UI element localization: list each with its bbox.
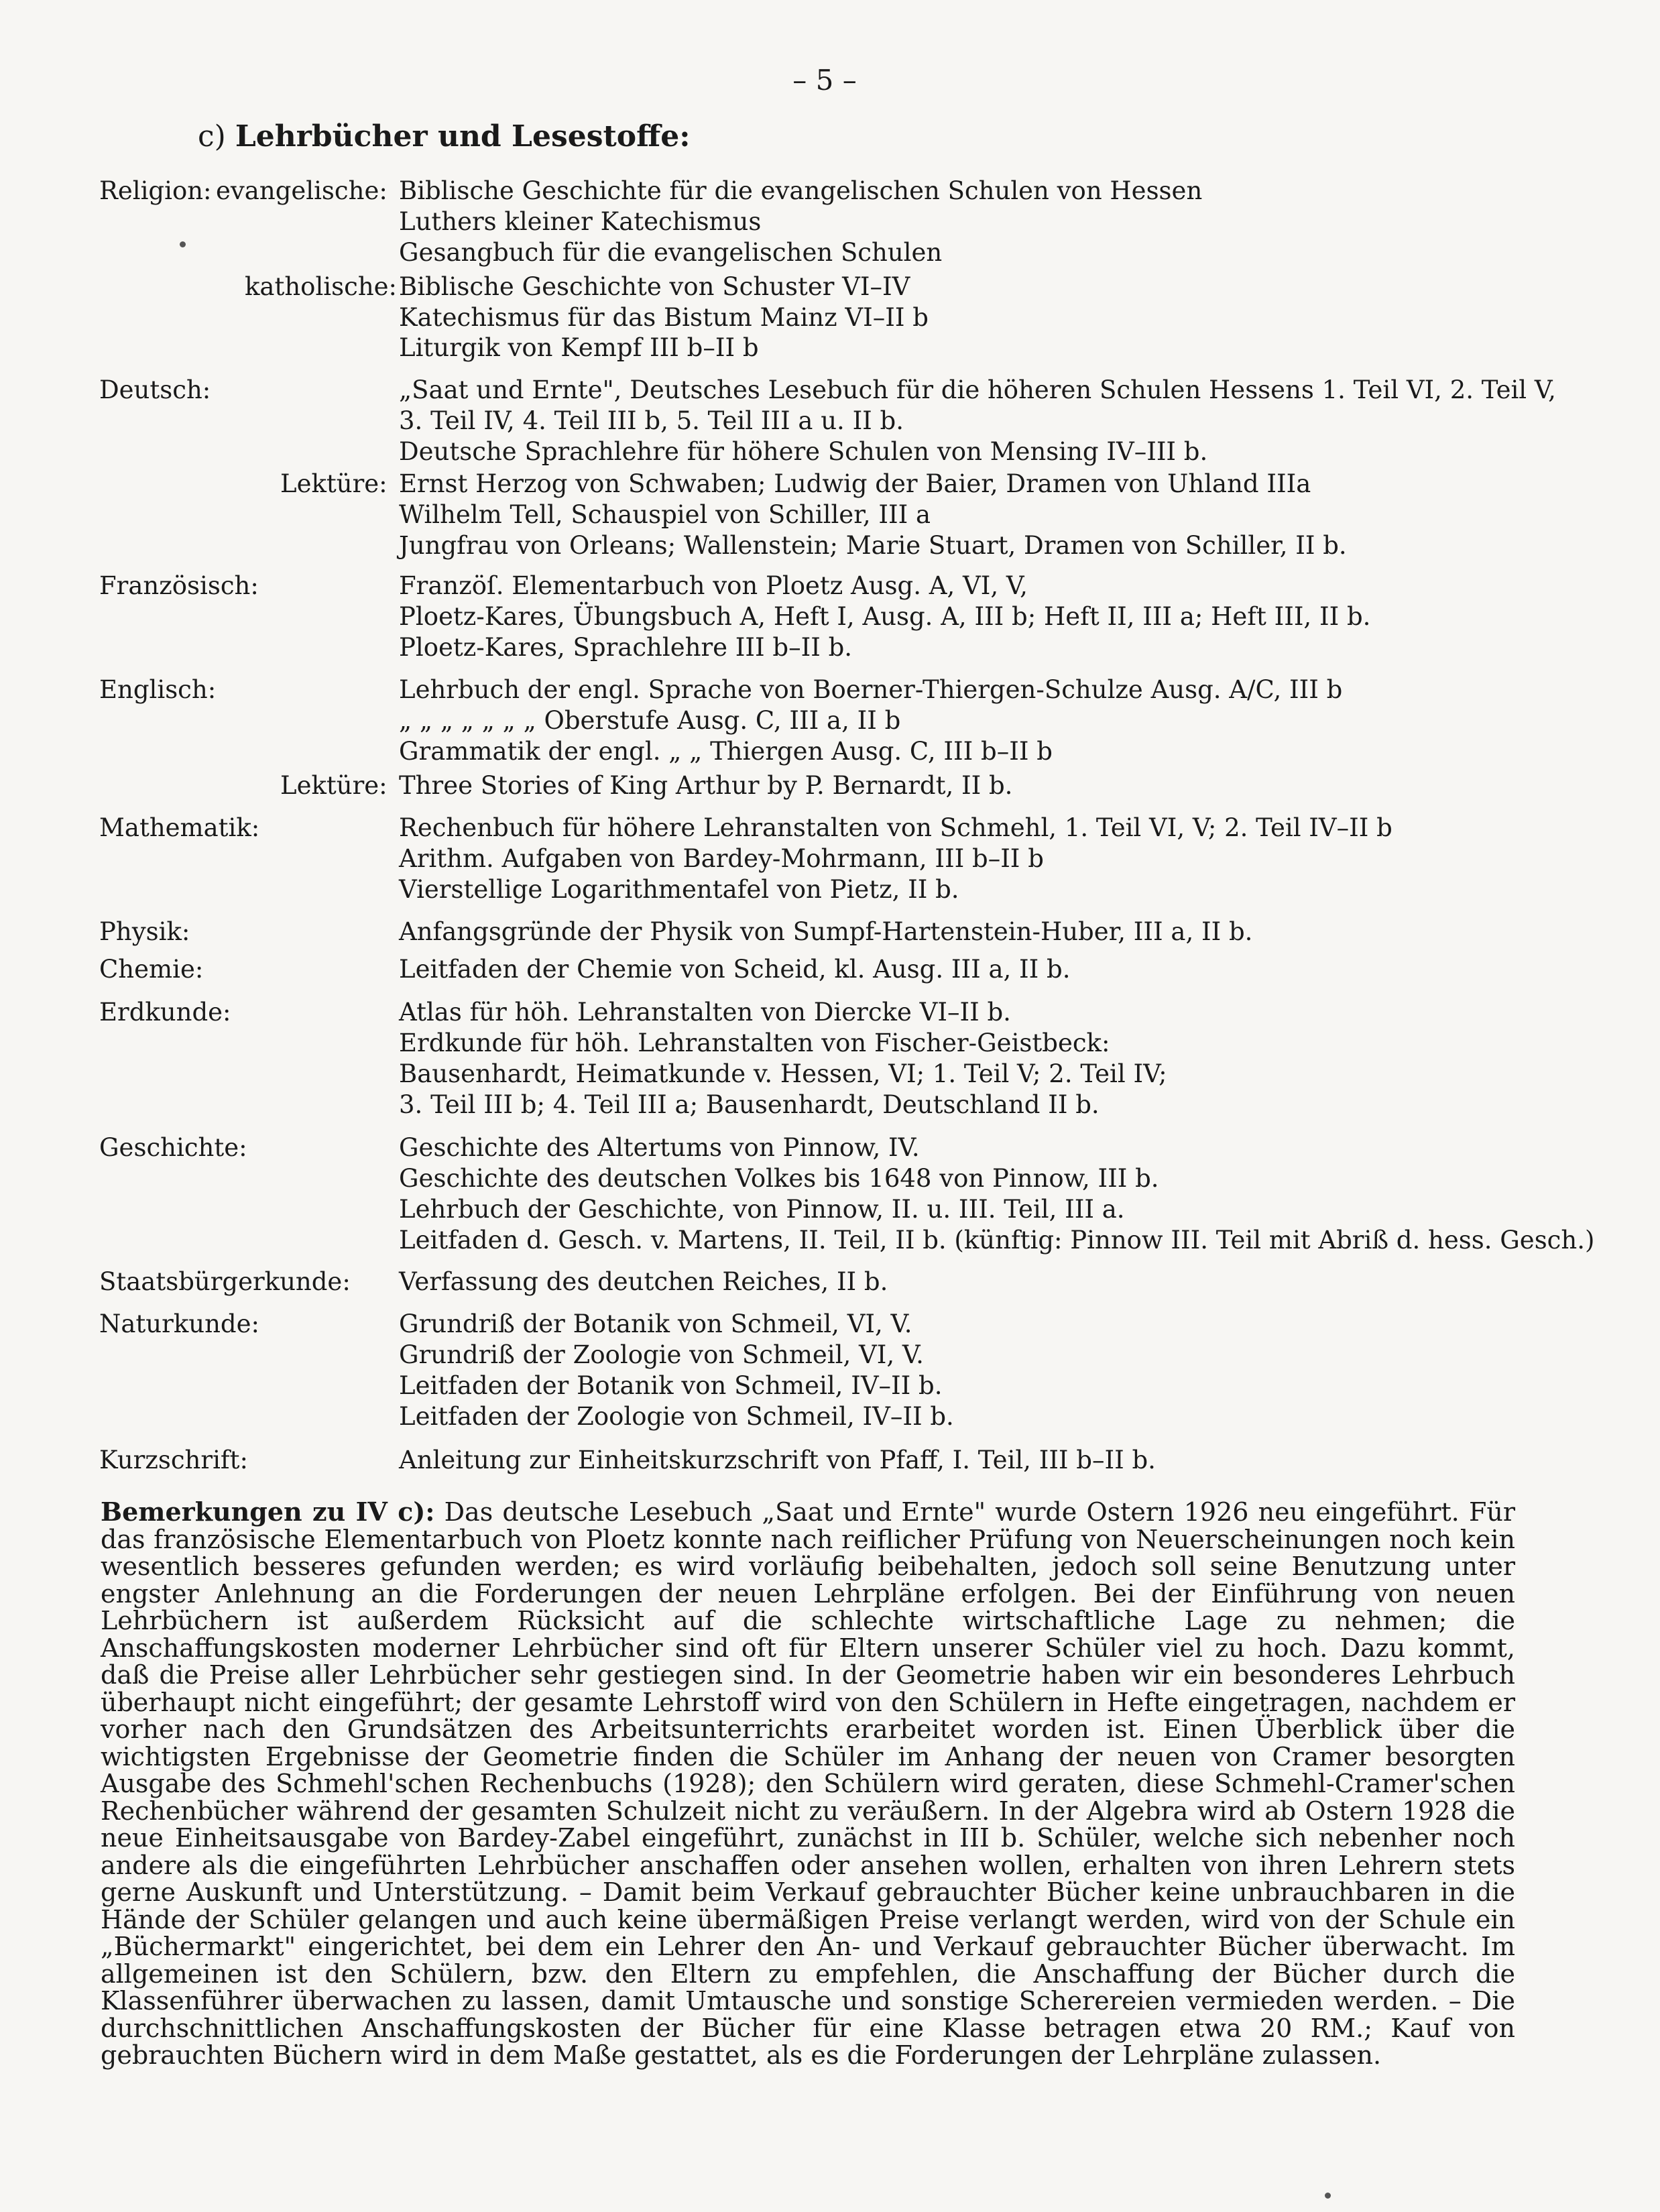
book-entry: Biblische Geschichte von Schuster VI–IV — [399, 272, 910, 301]
sub-label: evangelische: — [216, 176, 388, 205]
book-entry: Leitfaden der Chemie von Scheid, kl. Ausg. III a, II b. — [399, 955, 1071, 984]
book-entry: Verfassung des deutchen Reiches, II b. — [399, 1267, 888, 1296]
section-heading — [198, 119, 691, 154]
subject-label: Chemie: — [99, 955, 204, 984]
book-entry: Biblische Geschichte für die evangelischen Schulen von Hessen — [399, 176, 1203, 205]
subject-label: Erdkunde: — [99, 998, 231, 1027]
book-entry: Atlas für höh. Lehranstalten von Diercke VI–II b. — [399, 998, 1011, 1027]
book-entry: Geschichte des deutschen Volkes bis 1648 von Pinnow, III b. — [399, 1164, 1159, 1193]
book-entry: Leitfaden der Botanik von Schmeil, IV–II b. — [399, 1371, 943, 1400]
book-entry: Rechenbuch für höhere Lehranstalten von Schmehl, 1. Teil VI, V; 2. Teil IV–II b — [399, 813, 1392, 842]
book-entry: Vierstellige Logarithmentafel von Pietz, II b. — [399, 875, 959, 904]
heading-title: Lehrbücher und Lesestoffe: — [235, 119, 691, 154]
ink-speck — [1325, 2193, 1331, 2199]
remarks-title: Bemerkungen zu IV c): — [101, 1497, 435, 1527]
book-entry: Katechismus für das Bistum Mainz VI–II b — [399, 303, 929, 332]
subject-label: Religion: — [99, 176, 212, 205]
remarks-paragraph — [101, 1499, 1515, 2069]
subject-label: Naturkunde: — [99, 1309, 259, 1338]
book-entry: Franzöſ. Elementarbuch von Ploetz Ausg. A, VI, V, — [399, 571, 1028, 600]
subject-label: Französisch: — [99, 571, 259, 600]
subject-label: Deutsch: — [99, 375, 211, 404]
book-entry: Grundriß der Zoologie von Schmeil, VI, V. — [399, 1340, 924, 1369]
book-entry: Three Stories of King Arthur by P. Bernardt, II b. — [399, 771, 1013, 800]
book-entry: Lehrbuch der Geschichte, von Pinnow, II. u. III. Teil, III a. — [399, 1195, 1125, 1224]
book-entry: 3. Teil III b; 4. Teil III a; Bausenhardt, Deutschland II b. — [399, 1090, 1100, 1119]
book-entry: Gesangbuch für die evangelischen Schulen — [399, 238, 943, 267]
subject-label: Kurzschrift: — [99, 1446, 248, 1474]
book-entry: 3. Teil IV, 4. Teil III b, 5. Teil III a u. II b. — [399, 406, 904, 435]
book-entry: Liturgik von Kempf III b–II b — [399, 333, 759, 362]
book-entry: Deutsche Sprachlehre für höhere Schulen von Mensing IV–III b. — [399, 437, 1208, 466]
book-entry: „ „ „ „ „ „ „ Oberstufe Ausg. C, III a, II b — [399, 706, 901, 735]
book-entry: Jungfrau von Orleans; Wallenstein; Marie Stuart, Dramen von Schiller, II b. — [399, 531, 1347, 560]
sub-label: Lektüre: — [280, 469, 388, 498]
book-entry: Wilhelm Tell, Schauspiel von Schiller, III a — [399, 500, 931, 529]
book-entry: Anleitung zur Einheitskurzschrift von Pfaff, I. Teil, III b–II b. — [399, 1446, 1156, 1474]
page-number: – 5 – — [792, 64, 857, 97]
book-entry: Ernst Herzog von Schwaben; Ludwig der Baier, Dramen von Uhland IIIa — [399, 469, 1311, 498]
book-entry: Erdkunde für höh. Lehranstalten von Fischer-Geistbeck: — [399, 1029, 1110, 1057]
subject-label: Staatsbürgerkunde: — [99, 1267, 351, 1296]
book-entry: Anfangsgründe der Physik von Sumpf-Hartenstein-Huber, III a, II b. — [399, 917, 1253, 946]
book-entry: Grammatik der engl. „ „ Thiergen Ausg. C, III b–II b — [399, 737, 1053, 766]
book-entry: Arithm. Aufgaben von Bardey-Mohrmann, III b–II b — [399, 844, 1044, 873]
subject-label: Physik: — [99, 917, 190, 946]
sub-label: katholische: — [245, 272, 398, 301]
heading-prefix: c) — [198, 119, 226, 154]
remarks-text: Das deutsche Lesebuch „Saat und Ernte" wurde Ostern 1926 neu eingeführt. Für das französische Elementarbuch von Ploetz konnte nach reiflicher Prüfung von Neuerscheinungen noch kein wesentlich besseres gefunden werden; es wird vorläufig beibehalten, jedoch soll seine Benutzung unter engster Anlehnung an die Forderungen der neuen Lehrpläne erfolgen. Bei der Einführung von neuen Lehrbüchern ist außerdem Rücksicht auf die schlechte wirtschaftliche Lage zu nehmen; die Anschaffungskosten moderner Lehrbücher sind oft für Eltern unserer Schüler viel zu hoch. Dazu kommt, daß die Preise aller Lehrbücher sehr gestiegen sind. In der Geometrie haben wir ein besonderes Lehrbuch überhaupt nicht eingeführt; der gesamte Lehrstoff wird von den Schülern in Hefte eingetragen, nachdem er vorher nach den Grundsätzen des Arbeitsunterrichts erarbeitet worden ist. Einen Überblick über die wichtigsten Ergebnisse der Geometrie finden die Schüler im Anhang der neuen von Cramer besorgten Ausgabe des Schmehl'schen Rechenbuchs (1928); den Schülern wird geraten, diese Schmehl-Cramer'schen Rechenbücher während der gesamten Schulzeit nicht zu veräußern. In der Algebra wird ab Ostern 1928 die neue Einheitsausgabe von Bardey-Zabel eingeführt, zunächst in III b. Schüler, welche sich nebenher noch andere als die eingeführten Lehrbücher anschaffen oder ansehen wollen, erhalten von ihren Lehrern stets gerne Auskunft und Unterstützung. – Damit beim Verkauf gebrauchter Bücher keine unbrauchbaren in die Hände der Schüler gelangen und auch keine übermäßigen Preise verlangt werden, wird von der Schule ein „Büchermarkt" eingerichtet, bei dem ein Lehrer den An- und Verkauf gebrauchter Bücher überwacht. Im allgemeinen ist den Schülern, bzw. den Eltern zu empfehlen, die Anschaffung der Bücher durch die Klassenführer überwachen zu lassen, damit Umtausche und sonstige Scherereien vermieden werden. – Die durchschnittlichen Anschaffungskosten der Bücher für eine Klasse betragen etwa 20 RM.; Kauf von gebrauchten Büchern wird in dem Maße gestattet, als es die Forderungen der Lehrpläne zulassen. — [101, 1497, 1515, 2070]
book-entry: Ploetz-Kares, Übungsbuch A, Heft I, Ausg. A, III b; Heft II, III a; Heft III, II b. — [399, 602, 1371, 631]
book-entry: Leitfaden der Zoologie von Schmeil, IV–II b. — [399, 1402, 954, 1431]
book-entry: Geschichte des Altertums von Pinnow, IV. — [399, 1133, 920, 1162]
sub-label: Lektüre: — [280, 771, 388, 800]
book-entry: Leitfaden d. Gesch. v. Martens, II. Teil, II b. (künftig: Pinnow III. Teil mit Abriß d. hess. Gesch.) — [399, 1226, 1595, 1255]
book-entry: Luthers kleiner Katechismus — [399, 207, 762, 236]
subject-label: Mathematik: — [99, 813, 260, 842]
book-entry: Bausenhardt, Heimatkunde v. Hessen, VI; 1. Teil V; 2. Teil IV; — [399, 1059, 1167, 1088]
ink-speck — [180, 241, 186, 247]
book-entry: Grundriß der Botanik von Schmeil, VI, V. — [399, 1309, 912, 1338]
book-entry: Lehrbuch der engl. Sprache von Boerner-Thiergen-Schulze Ausg. A/C, III b — [399, 675, 1343, 704]
book-entry: Ploetz-Kares, Sprachlehre III b–II b. — [399, 633, 853, 662]
book-entry: „Saat und Ernte", Deutsches Lesebuch für die höheren Schulen Hessens 1. Teil VI, 2. Teil V, — [399, 375, 1556, 404]
subject-label: Englisch: — [99, 675, 217, 704]
subject-label: Geschichte: — [99, 1133, 247, 1162]
